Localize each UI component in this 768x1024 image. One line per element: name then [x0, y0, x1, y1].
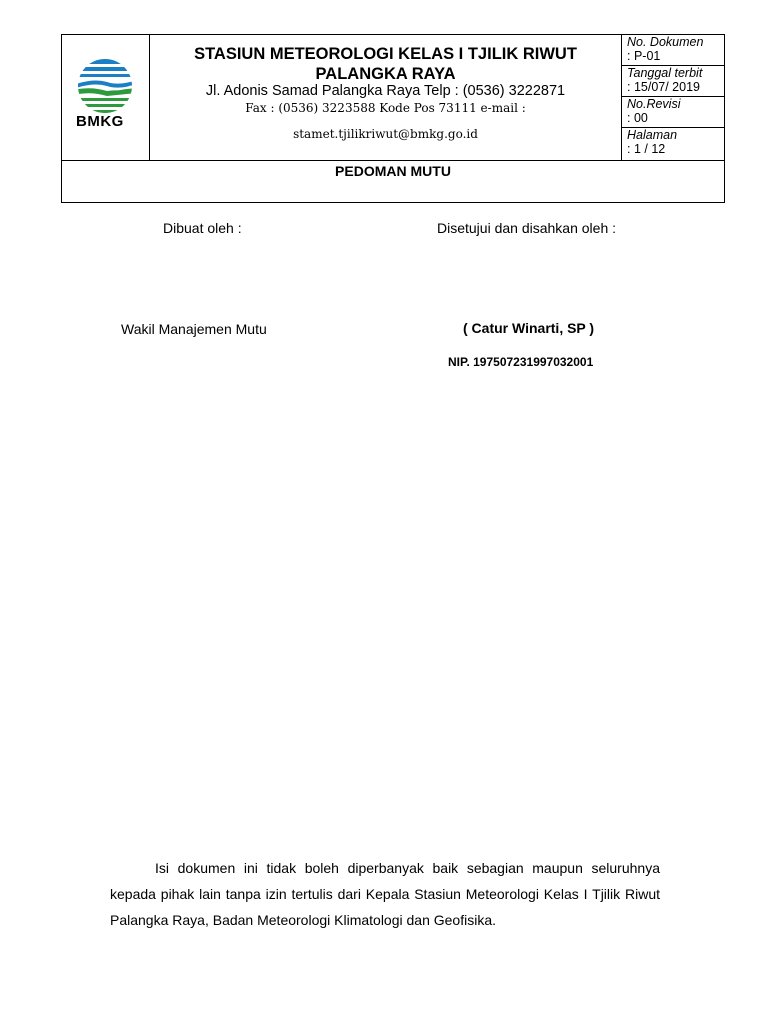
- fax-line: Fax : (0536) 3223588 Kode Pos 73111 e-mail :: [245, 101, 526, 115]
- document-title: PEDOMAN MUTU: [335, 163, 451, 179]
- meta-label: No.Revisi: [627, 97, 681, 111]
- meta-label: Halaman: [627, 128, 678, 142]
- disclaimer-paragraph: Isi dokumen ini tidak boleh diperbanyak baik sebagian maupun seluruhnya kepada pihak lain tanpa izin tertulis dari Kepala Stasiun Meteorologi Kelas I Tjilik Riwut Palangka Raya, Badan Meteorologi Klimatologi dan Geofisika.: [110, 860, 660, 928]
- title-cell: [150, 35, 622, 160]
- meta-revision: [622, 97, 725, 128]
- logo-text: BMKG: [76, 113, 124, 130]
- approver-name: ( Catur Winarti, SP ): [463, 320, 595, 336]
- meta-doc-number: [622, 35, 725, 66]
- meta-label: No. Dokumen: [627, 35, 704, 49]
- made-by-label: Dibuat oleh :: [163, 220, 242, 236]
- made-by-position: Wakil Manajemen Mutu: [121, 321, 267, 337]
- address: Jl. Adonis Samad Palangka Raya Telp : (0536) 3222871: [205, 83, 566, 99]
- document-header-table: [61, 34, 725, 203]
- org-name-line2: PALANGKA RAYA: [315, 65, 456, 83]
- meta-page: [622, 128, 725, 159]
- meta-value: : 15/07/ 2019: [627, 80, 700, 94]
- bmkg-logo-icon: [73, 58, 137, 114]
- meta-value: : 00: [627, 111, 648, 125]
- logo-cell: [62, 35, 150, 160]
- document-title-cell: [62, 160, 724, 202]
- email: stamet.tjilikriwut@bmkg.go.id: [293, 127, 478, 141]
- org-name-line1: STASIUN METEOROLOGI KELAS I TJILIK RIWUT: [194, 45, 577, 63]
- meta-value: : 1 / 12: [627, 142, 666, 156]
- approved-by-label: Disetujui dan disahkan oleh :: [437, 220, 617, 236]
- meta-value: : P-01: [627, 49, 661, 63]
- meta-issue-date: [622, 66, 725, 97]
- meta-label: Tanggal terbit: [627, 66, 703, 80]
- organization-name: [150, 44, 621, 84]
- approver-nip: NIP. 197507231997032001: [448, 355, 594, 369]
- document-meta-cell: [622, 35, 725, 160]
